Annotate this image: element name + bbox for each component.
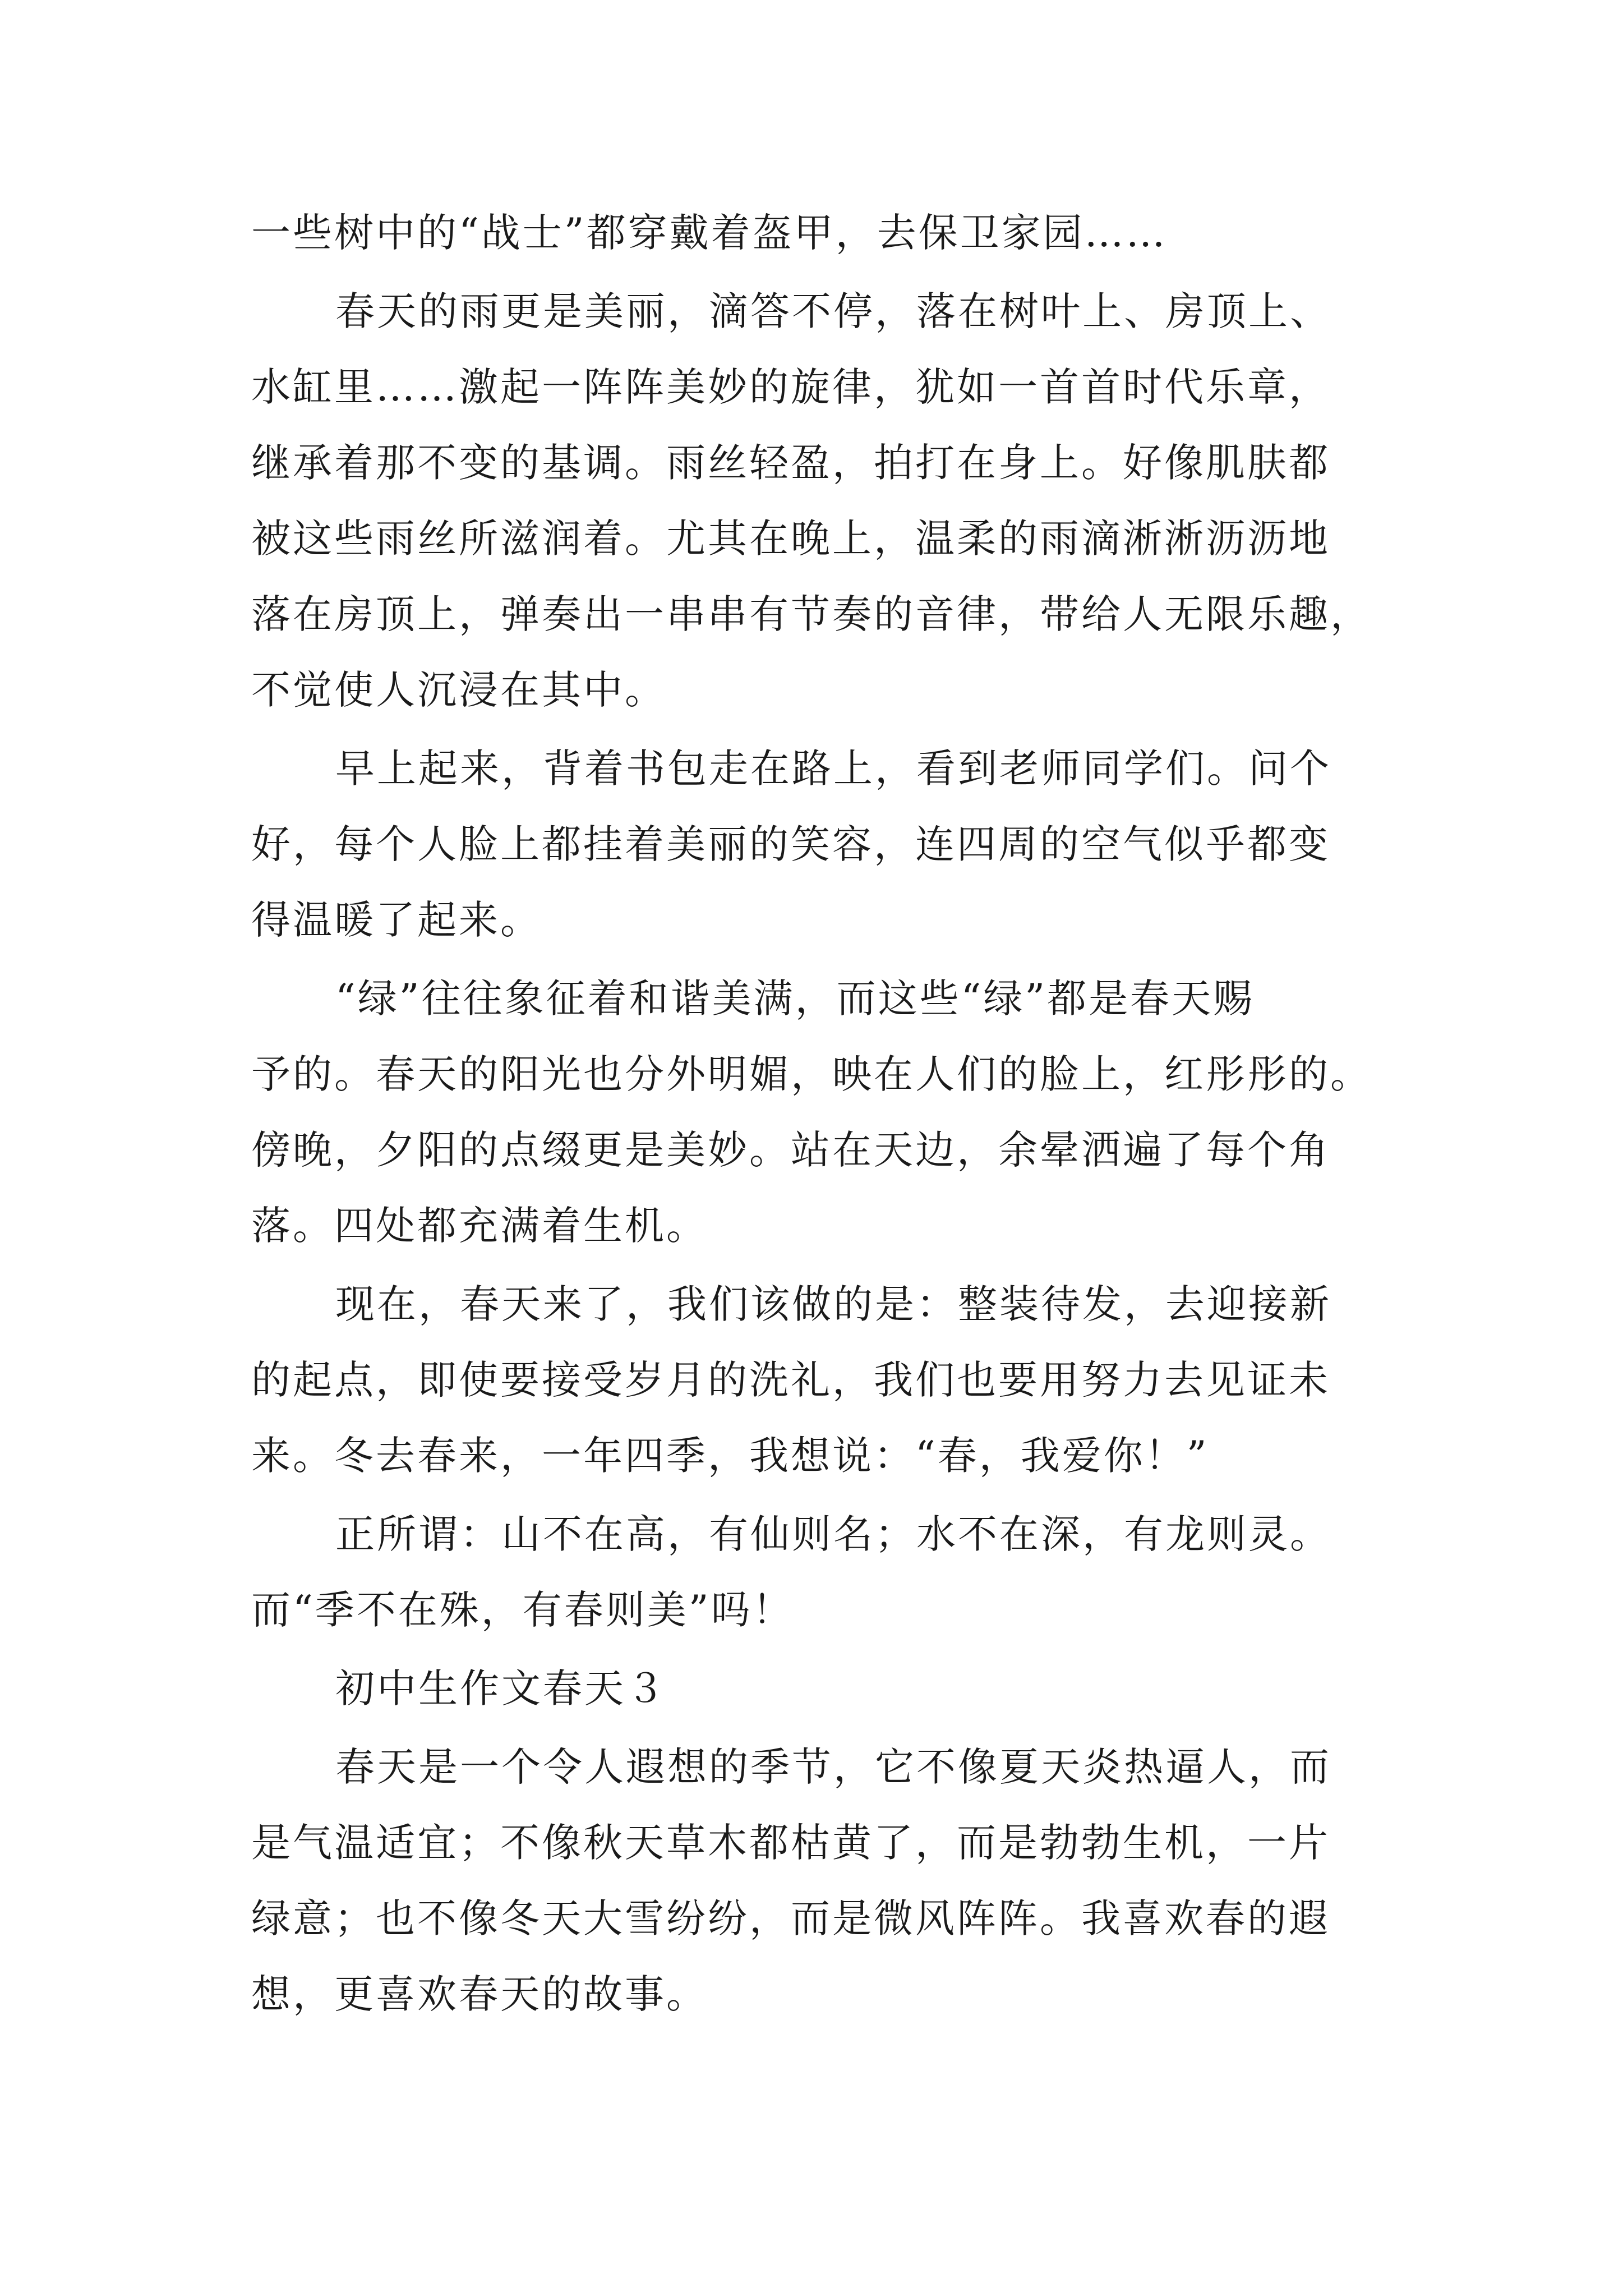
text-line: 继承着那不变的基调。雨丝轻盈，拍打在身上。好像肌肤都 [251,440,1330,486]
text-line: 落在房顶上，弹奏出一串串有节奏的音律，带给人无限乐趣， [251,591,1372,637]
paragraph-first-line: 春天的雨更是美丽，滴答不停，落在树叶上、房顶上、 [335,288,1331,334]
text-line: 好，每个人脸上都挂着美丽的笑容，连四周的空气似乎都变 [251,821,1330,867]
section-heading: 初中生作文春天３ [335,1665,667,1711]
text-line: 绿意；也不像冬天大雪纷纷，而是微风阵阵。我喜欢春的遐 [251,1895,1330,1941]
text-line: 被这些雨丝所滋润着。尤其在晚上，温柔的雨滴淅淅沥沥地 [251,516,1330,562]
text-line: 得温暖了起来。 [251,897,542,943]
paragraph-first-line: “绿”往往象征着和谐美满，而这些“绿”都是春天赐 [335,976,1255,1022]
text-line: 傍晚，夕阳的点缀更是美妙。站在天边，余晕洒遍了每个角 [251,1127,1330,1173]
text-line: 是气温适宜；不像秋天草木都枯黄了，而是勃勃生机，一片 [251,1820,1330,1866]
text-line: 水缸里……激起一阵阵美妙的旋律，犹如一首首时代乐章， [251,364,1330,410]
paragraph-first-line: 春天是一个令人遐想的季节，它不像夏天炎热逼人，而 [335,1744,1331,1790]
text-line: 一些树中的“战士”都穿戴着盔甲，去保卫家园…… [251,210,1168,256]
text-line: 予的。春天的阳光也分外明媚，映在人们的脸上，红彤彤的。 [251,1051,1372,1097]
paragraph-first-line: 正所谓：山不在高，有仙则名；水不在深，有龙则灵。 [335,1511,1331,1557]
paragraph-first-line: 早上起来，背着书包走在路上，看到老师同学们。问个 [335,746,1331,792]
text-line: 不觉使人沉浸在其中。 [251,667,666,713]
text-line: 的起点，即使要接受岁月的洗礼，我们也要用努力去见证未 [251,1357,1330,1403]
paragraph-first-line: 现在，春天来了，我们该做的是：整装待发，去迎接新 [335,1281,1331,1327]
text-line: 想，更喜欢春天的故事。 [251,1971,708,2017]
text-line: 来。冬去春来，一年四季，我想说：“春，我爱你！” [251,1433,1209,1479]
text-line: 而“季不在殊，有春则美”吗！ [251,1587,794,1633]
text-line: 落。四处都充满着生机。 [251,1203,708,1249]
